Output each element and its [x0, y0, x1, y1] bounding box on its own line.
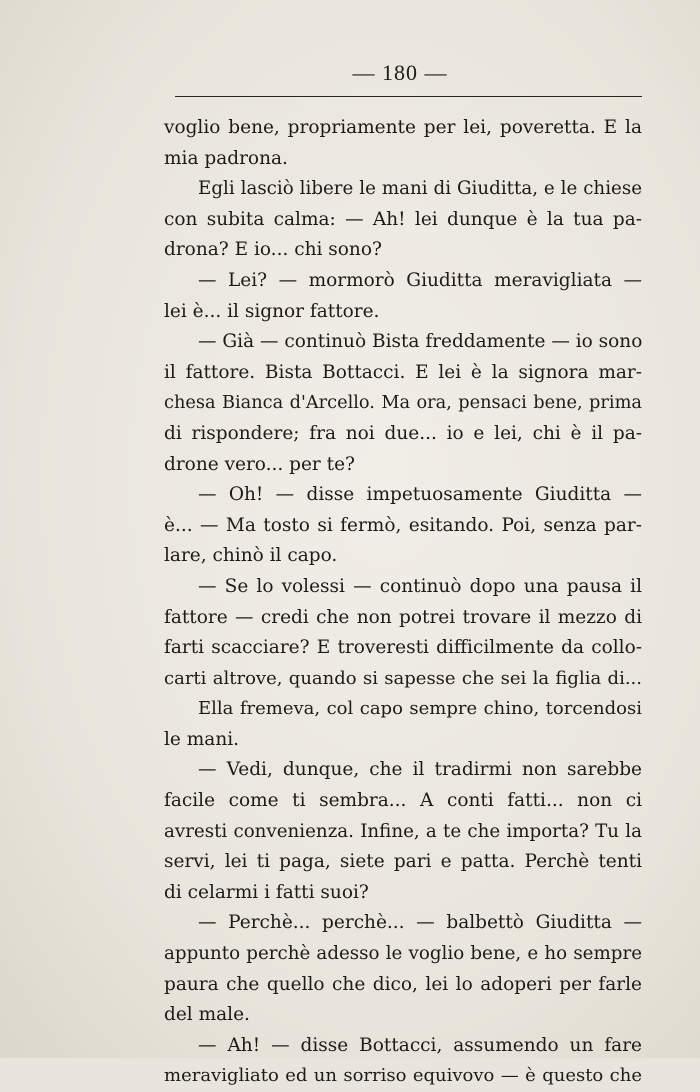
text-line: è... — Ma tosto si fermò, esitando. Poi, senza par-	[164, 514, 642, 536]
text-line: carti altrove, quando si sapesse che sei la figlia di...	[164, 667, 642, 689]
text-line: — Ah! — disse Bottacci, assumendo un fare	[198, 1034, 642, 1056]
header-rule	[175, 96, 642, 97]
text-line: — Lei? — mormorò Giuditta meravigliata —	[198, 269, 642, 291]
text-line: meravigliato ed un sorriso equivovo — è questo che	[164, 1065, 642, 1087]
text-line: appunto perchè adesso le voglio bene, e ho sempre	[164, 943, 642, 965]
text-line: lei è... il signor fattore.	[164, 300, 380, 322]
text-line: — Oh! — disse impetuosamente Giuditta —	[198, 484, 642, 506]
page-body-text	[164, 113, 642, 1092]
text-line: il fattore. Bista Bottacci. E lei è la signora mar-	[164, 361, 642, 383]
text-line: — Se lo volessi — continuò dopo una pausa il	[198, 575, 642, 597]
text-line: fattore — credi che non potrei trovare il mezzo di	[164, 606, 642, 628]
text-line: le mani.	[164, 728, 240, 750]
text-line: — Già — continuò Bista freddamente — io sono	[198, 331, 643, 353]
text-line: con subita calma: — Ah! lei dunque è la tua pa-	[164, 208, 642, 230]
text-line: farti scacciare? E troveresti difficilmente da collo-	[164, 637, 642, 659]
text-line: Ella fremeva, col capo sempre chino, torcendosi	[198, 698, 642, 720]
text-line: lare, chinò il capo.	[164, 545, 338, 567]
text-line: mia padrona.	[164, 147, 288, 169]
text-line: drona? E io... chi sono?	[164, 239, 382, 261]
text-line: voglio bene, propriamente per lei, poveretta. E la	[164, 117, 642, 138]
text-line: servi, lei ti paga, siete pari e patta. Perchè tenti	[164, 851, 642, 873]
text-line: paura che quello che dico, lei lo adoperi per farle	[164, 973, 642, 995]
text-line: drone vero... per te?	[164, 453, 355, 475]
text-line: di rispondere; fra noi due... io e lei, chi è il pa-	[164, 422, 642, 444]
text-line: Egli lasciò libere le mani di Giuditta, e le chiese	[198, 178, 642, 200]
text-line: del male.	[164, 1004, 250, 1026]
page-number: — 180 —	[352, 60, 448, 85]
text-line: chesa Bianca d'Arcello. Ma ora, pensaci bene, prima	[164, 393, 642, 414]
text-line: di celarmi i fatti suoi?	[164, 881, 369, 903]
text-line: — Vedi, dunque, che il tradirmi non sarebbe	[198, 759, 642, 781]
text-line: avresti convenienza. Infine, a te che importa? Tu la	[164, 820, 642, 842]
text-line: — Perchè... perchè... — balbettò Giuditta —	[198, 912, 642, 934]
text-line: facile come ti sembra... A conti fatti... non ci	[164, 790, 642, 812]
